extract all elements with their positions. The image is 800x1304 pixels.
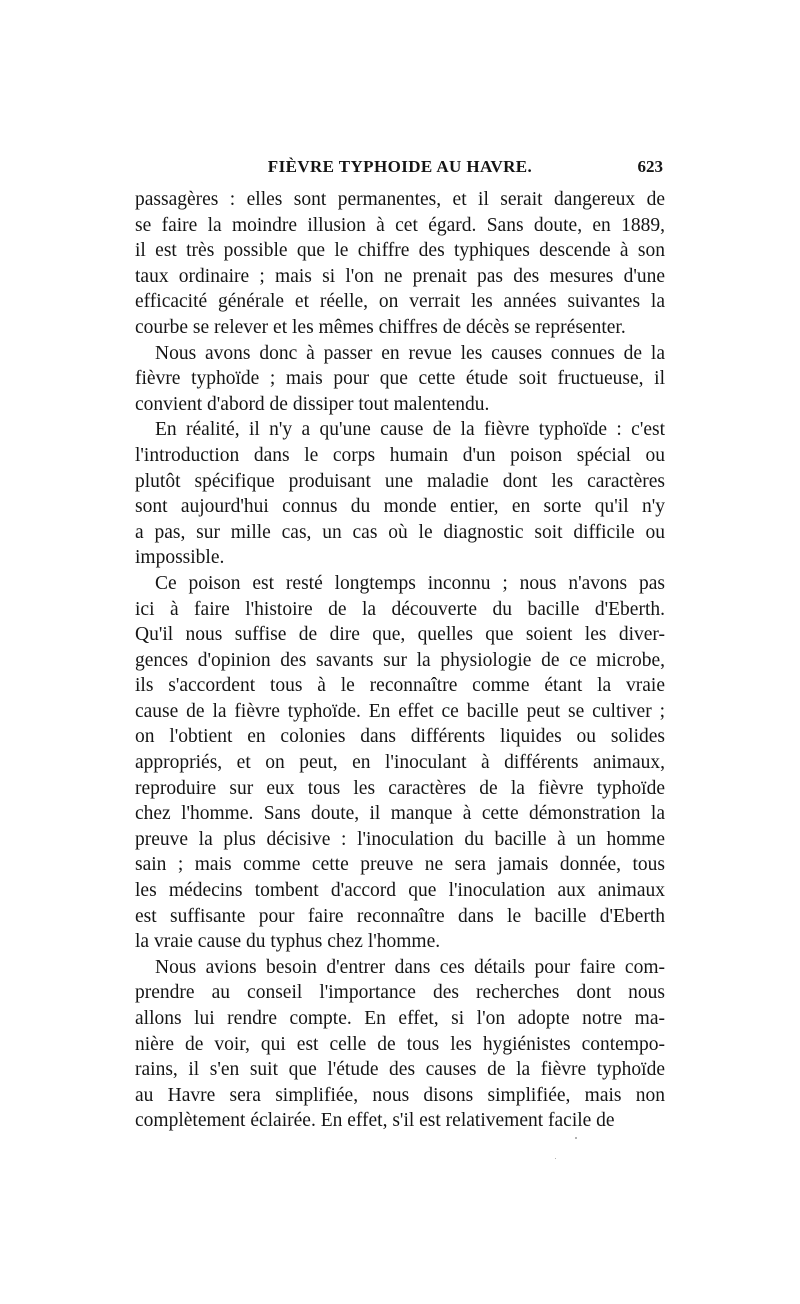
text-line: ici à faire l'histoire de la découverte du bacille d'Eberth. [135, 598, 665, 620]
text-line: il est très possible que le chiffre des typhiques descende à son [135, 240, 665, 262]
text-line: est suffisante pour faire reconnaître dans le bacille d'Eberth [135, 905, 665, 927]
text-line: sain ; mais comme cette preuve ne sera jamais donnée, tous [135, 854, 665, 876]
text-line: les médecins tombent d'accord que l'inoculation aux animaux [135, 880, 665, 902]
text-line: efficacité générale et réelle, on verrait les années suivantes la [135, 291, 665, 313]
text-line: allons lui rendre compte. En effet, si l'on adopte notre ma- [135, 1008, 665, 1029]
text-line: Nous avions besoin d'entrer dans ces détails pour faire com- [155, 956, 665, 978]
text-line: Nous avons donc à passer en revue les causes connues de la [155, 342, 665, 364]
text-line: a pas, sur mille cas, un cas où le diagnostic soit difficile ou [135, 521, 665, 543]
running-head [135, 157, 665, 187]
text-line: sont aujourd'hui connus du monde entier, en sorte qu'il n'y [135, 496, 665, 518]
text-line: l'introduction dans le corps humain d'un poison spécial ou [135, 444, 665, 466]
text-line: la vraie cause du typhus chez l'homme. [135, 931, 441, 953]
running-title: FIÈVRE TYPHOIDE AU HAVRE. [267, 157, 533, 176]
text-line: on l'obtient en colonies dans différents liquides ou solides [135, 726, 665, 748]
paragraph [135, 417, 665, 571]
text-line: se faire la moindre illusion à cet égard. Sans doute, en 1889, [135, 214, 665, 236]
text-line: courbe se relever et les mêmes chiffres de décès se représenter. [135, 316, 626, 338]
paragraph [135, 341, 665, 418]
paragraph [135, 187, 665, 341]
text-line: nière de voir, qui est celle de tous les hygiénistes contempo- [135, 1033, 665, 1055]
text-line: gences d'opinion des savants sur la physiologie de ce microbe, [135, 649, 665, 671]
text-line: chez l'homme. Sans doute, il manque à cette démonstration la [135, 803, 665, 825]
text-line: cause de la fièvre typhoïde. En effet ce bacille peut se cultiver ; [135, 700, 665, 722]
text-line: convient d'abord de dissiper tout malentendu. [135, 393, 490, 415]
paragraph [135, 955, 665, 1134]
text-line: reproduire sur eux tous les caractères de la fièvre typhoïde [135, 777, 665, 799]
text-line: prendre au conseil l'importance des recherches dont nous [135, 982, 665, 1004]
text-line: plutôt spécifique produisant une maladie dont les caractères [135, 470, 665, 492]
text-line: taux ordinaire ; mais si l'on ne prenait pas des mesures d'une [135, 265, 665, 287]
text-line: rains, il s'en suit que l'étude des causes de la fièvre typhoïde [135, 1059, 665, 1081]
text-line: preuve la plus décisive : l'inoculation du bacille à un homme [135, 828, 665, 850]
text-line: complètement éclairée. En effet, s'il est relativement facile de [135, 1110, 615, 1132]
text-line: En réalité, il n'y a qu'une cause de la fièvre typhoïde : c'est [155, 419, 665, 441]
text-line: appropriés, et on peut, en l'inoculant à différents animaux, [135, 752, 665, 774]
text-line: ils s'accordent tous à le reconnaître comme étant la vraie [135, 675, 665, 697]
page-number: 623 [637, 157, 663, 176]
text-line: impossible. [135, 547, 225, 569]
text-line: au Havre sera simplifiée, nous disons simplifiée, mais non [135, 1084, 665, 1106]
text-line: Ce poison est resté longtemps inconnu ; nous n'avons pas [155, 572, 665, 594]
paper-speck [555, 1158, 556, 1159]
text-line: fièvre typhoïde ; mais pour que cette étude soit fructueuse, il [135, 368, 665, 390]
body-text [135, 187, 665, 1134]
text-line: Qu'il nous suffise de dire que, quelles que soient les diver- [135, 624, 665, 646]
text-line: passagères : elles sont permanentes, et il serait dangereux de [135, 189, 665, 210]
paper-speck [575, 1137, 577, 1139]
paragraph [135, 571, 665, 955]
